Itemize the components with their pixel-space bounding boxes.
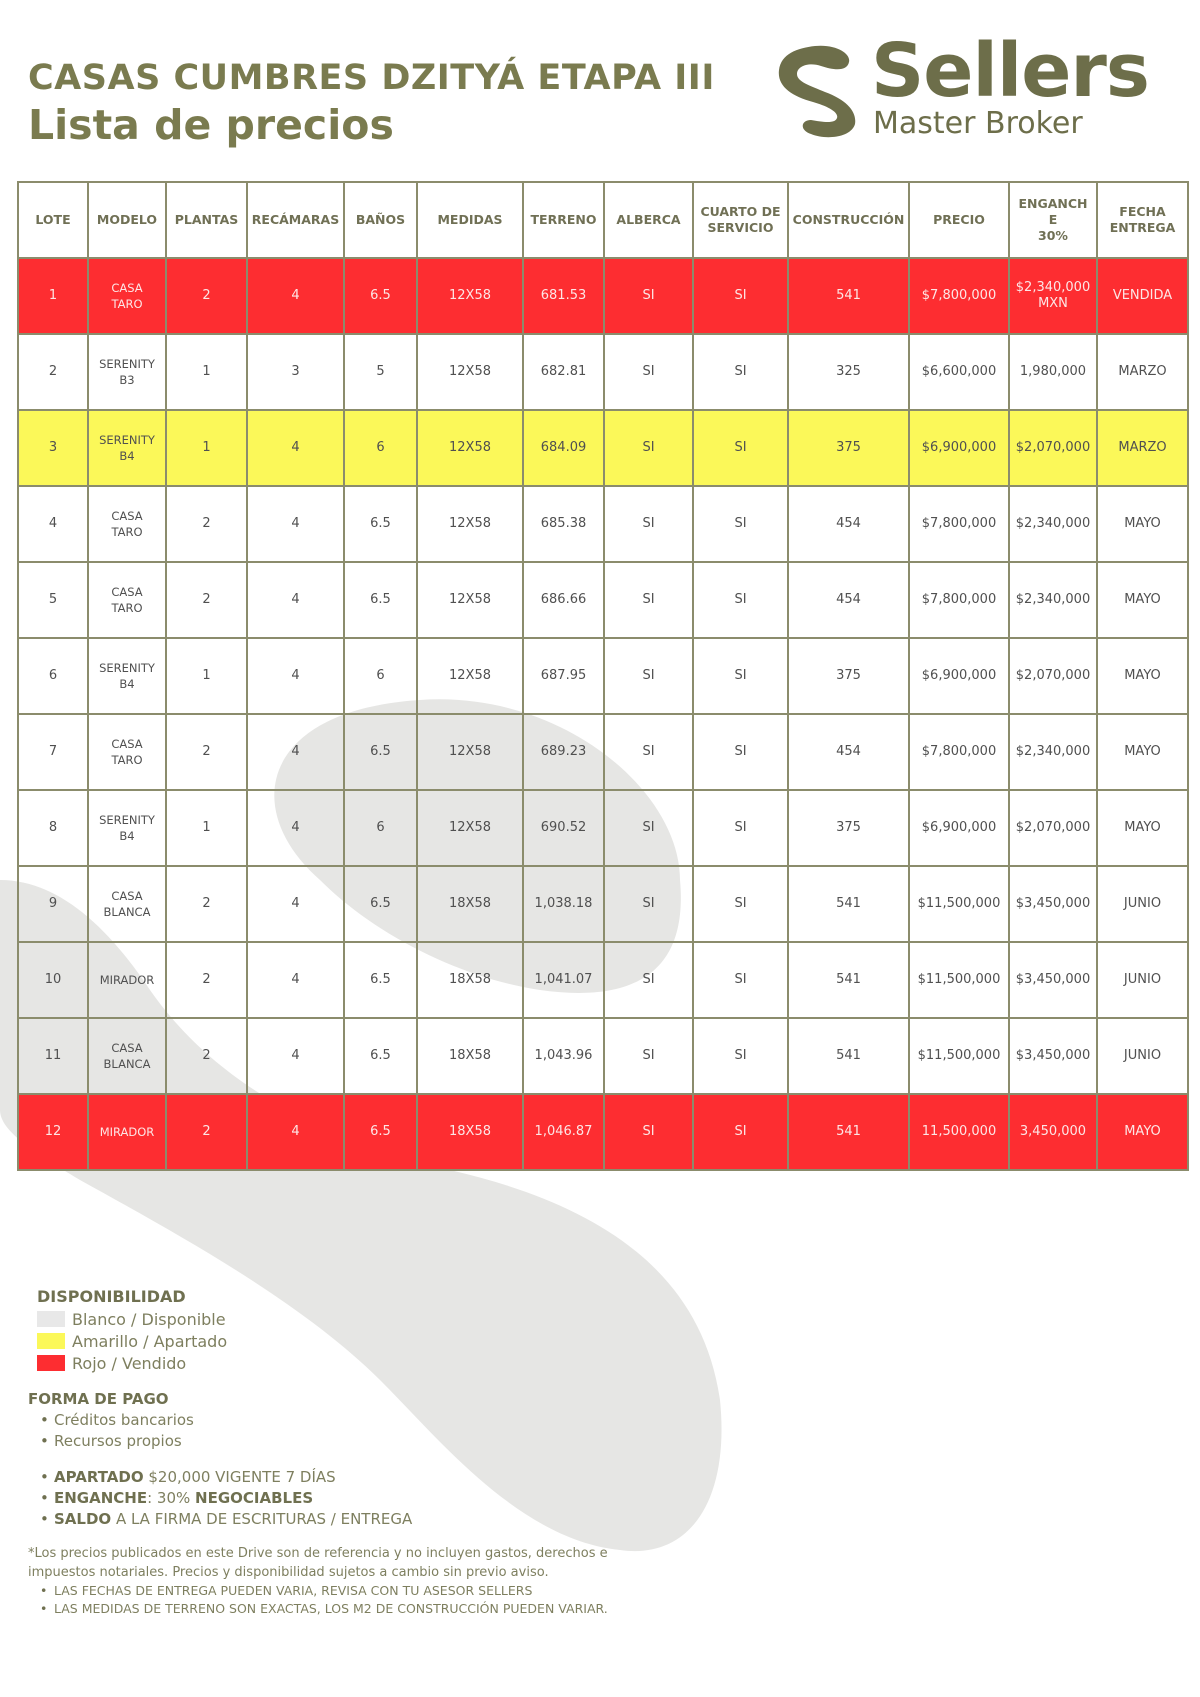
cell-precio: $6,900,000: [909, 410, 1009, 486]
column-header-alberca: ALBERCA: [604, 182, 693, 258]
cell-modelo: CASA TARO: [88, 562, 166, 638]
cell-lote: 1: [18, 258, 88, 334]
column-header-fecha-entrega: FECHA ENTREGA: [1097, 182, 1188, 258]
cell-cuarto-servicio: SI: [693, 258, 788, 334]
cell-enganche: $2,070,000: [1009, 790, 1097, 866]
table-row: [18, 486, 1188, 562]
cell-terreno: 1,046.87: [523, 1094, 604, 1170]
cell-modelo: CASA TARO: [88, 714, 166, 790]
cell-construccion: 454: [788, 562, 909, 638]
cell-cuarto-servicio: SI: [693, 334, 788, 410]
cell-alberca: SI: [604, 258, 693, 334]
cell-enganche: $2,070,000: [1009, 410, 1097, 486]
legend-swatch-yellow: [37, 1333, 65, 1349]
cell-precio: $7,800,000: [909, 258, 1009, 334]
cell-construccion: 325: [788, 334, 909, 410]
cell-alberca: SI: [604, 410, 693, 486]
cell-recamaras: 4: [247, 790, 344, 866]
cell-modelo: SERENITY B4: [88, 790, 166, 866]
cell-recamaras: 4: [247, 942, 344, 1018]
column-header-plantas: PLANTAS: [166, 182, 247, 258]
column-header-banos: BAÑOS: [344, 182, 417, 258]
cell-fecha-entrega: MAYO: [1097, 790, 1188, 866]
cell-enganche: $2,340,000: [1009, 714, 1097, 790]
column-header-construccion: CONSTRUCCIÓN: [788, 182, 909, 258]
cell-cuarto-servicio: SI: [693, 562, 788, 638]
cell-plantas: 2: [166, 942, 247, 1018]
note-item: • LAS FECHAS DE ENTREGA PUEDEN VARIA, REVISA CON TU ASESOR SELLERS: [54, 1582, 728, 1600]
cell-fecha-entrega: MAYO: [1097, 1094, 1188, 1170]
cell-construccion: 541: [788, 866, 909, 942]
cell-plantas: 1: [166, 638, 247, 714]
table-row: [18, 258, 1188, 334]
cell-medidas: 18X58: [417, 866, 523, 942]
cell-plantas: 2: [166, 866, 247, 942]
cell-banos: 6: [344, 638, 417, 714]
cell-construccion: 375: [788, 638, 909, 714]
table-row: [18, 638, 1188, 714]
cell-plantas: 1: [166, 790, 247, 866]
title-block: [28, 58, 715, 150]
saldo-term: • SALDO A LA FIRMA DE ESCRITURAS / ENTREGA: [54, 1509, 728, 1530]
cell-recamaras: 4: [247, 714, 344, 790]
sellers-logo: [775, 28, 1175, 148]
cell-medidas: 12X58: [417, 790, 523, 866]
cell-enganche: 3,450,000: [1009, 1094, 1097, 1170]
cell-fecha-entrega: JUNIO: [1097, 866, 1188, 942]
cell-precio: $7,800,000: [909, 562, 1009, 638]
table-row: [18, 334, 1188, 410]
column-header-lote: LOTE: [18, 182, 88, 258]
price-table: [17, 181, 1189, 1171]
cell-modelo: MIRADOR: [88, 942, 166, 1018]
cell-medidas: 12X58: [417, 562, 523, 638]
cell-terreno: 1,041.07: [523, 942, 604, 1018]
cell-recamaras: 4: [247, 866, 344, 942]
cell-cuarto-servicio: SI: [693, 638, 788, 714]
legend-label: Rojo / Vendido: [72, 1353, 187, 1373]
cell-precio: $7,800,000: [909, 486, 1009, 562]
cell-precio: 11,500,000: [909, 1094, 1009, 1170]
cell-terreno: 689.23: [523, 714, 604, 790]
cell-cuarto-servicio: SI: [693, 1018, 788, 1094]
cell-modelo: CASA BLANCA: [88, 866, 166, 942]
cell-alberca: SI: [604, 790, 693, 866]
payment-title: FORMA DE PAGO: [28, 1390, 169, 1408]
table-row: [18, 562, 1188, 638]
cell-cuarto-servicio: SI: [693, 942, 788, 1018]
table-row: [18, 942, 1188, 1018]
availability-legend: [37, 1286, 227, 1374]
notes-list: [28, 1582, 728, 1618]
cell-banos: 6.5: [344, 714, 417, 790]
enganche-term: • ENGANCHE: 30% NEGOCIABLES: [54, 1488, 728, 1509]
cell-medidas: 18X58: [417, 1094, 523, 1170]
legend-item-reserved: [37, 1330, 227, 1352]
cell-precio: $6,600,000: [909, 334, 1009, 410]
column-header-recamaras: RECÁMARAS: [247, 182, 344, 258]
cell-banos: 6.5: [344, 258, 417, 334]
column-header-modelo: MODELO: [88, 182, 166, 258]
legend-swatch-white: [37, 1311, 65, 1327]
legend-item-sold: [37, 1352, 227, 1374]
legend-label: Amarillo / Apartado: [72, 1331, 228, 1351]
cell-cuarto-servicio: SI: [693, 790, 788, 866]
cell-medidas: 12X58: [417, 714, 523, 790]
cell-modelo: CASA TARO: [88, 486, 166, 562]
cell-cuarto-servicio: SI: [693, 866, 788, 942]
cell-plantas: 1: [166, 334, 247, 410]
disclaimer-text: *Los precios publicados en este Drive son de referencia y no incluyen gastos, derechos e impuestos notariales. Precios y disponibilidad sujetos a cambio sin previo aviso.: [28, 1546, 608, 1580]
cell-construccion: 541: [788, 1094, 909, 1170]
cell-terreno: 684.09: [523, 410, 604, 486]
cell-fecha-entrega: MARZO: [1097, 334, 1188, 410]
column-header-terreno: TERRENO: [523, 182, 604, 258]
cell-medidas: 12X58: [417, 258, 523, 334]
apartado-term: • APARTADO $20,000 VIGENTE 7 DÍAS: [54, 1467, 728, 1488]
cell-lote: 3: [18, 410, 88, 486]
cell-alberca: SI: [604, 866, 693, 942]
cell-banos: 6.5: [344, 942, 417, 1018]
cell-fecha-entrega: JUNIO: [1097, 942, 1188, 1018]
cell-lote: 11: [18, 1018, 88, 1094]
table-row: [18, 866, 1188, 942]
cell-alberca: SI: [604, 1018, 693, 1094]
page-subtitle: Lista de precios: [28, 101, 394, 149]
legend-item-available: [37, 1308, 227, 1330]
cell-banos: 6.5: [344, 1018, 417, 1094]
logo-tagline: Master Broker: [873, 106, 1083, 141]
cell-banos: 6.5: [344, 562, 417, 638]
cell-modelo: CASA TARO: [88, 258, 166, 334]
column-header-medidas: MEDIDAS: [417, 182, 523, 258]
payment-methods-list: [28, 1410, 728, 1452]
cell-lote: 5: [18, 562, 88, 638]
cell-lote: 2: [18, 334, 88, 410]
table-body: [18, 258, 1188, 1170]
column-header-precio: PRECIO: [909, 182, 1009, 258]
cell-alberca: SI: [604, 942, 693, 1018]
cell-fecha-entrega: MAYO: [1097, 714, 1188, 790]
payment-method-item: • Recursos propios: [54, 1431, 728, 1452]
cell-lote: 7: [18, 714, 88, 790]
cell-lote: 4: [18, 486, 88, 562]
cell-lote: 9: [18, 866, 88, 942]
cell-fecha-entrega: MARZO: [1097, 410, 1188, 486]
payment-section: [28, 1388, 728, 1618]
cell-medidas: 12X58: [417, 638, 523, 714]
cell-enganche: $3,450,000: [1009, 866, 1097, 942]
page-title: CASAS CUMBRES DZITYÁ ETAPA III: [28, 58, 715, 98]
column-header-cuarto-servicio: CUARTO DE SERVICIO: [693, 182, 788, 258]
table-row: [18, 1094, 1188, 1170]
cell-construccion: 541: [788, 1018, 909, 1094]
cell-banos: 5: [344, 334, 417, 410]
cell-medidas: 18X58: [417, 1018, 523, 1094]
cell-precio: $7,800,000: [909, 714, 1009, 790]
cell-fecha-entrega: MAYO: [1097, 486, 1188, 562]
table-row: [18, 714, 1188, 790]
table-row: [18, 790, 1188, 866]
cell-terreno: 686.66: [523, 562, 604, 638]
cell-terreno: 682.81: [523, 334, 604, 410]
cell-recamaras: 4: [247, 1018, 344, 1094]
cell-terreno: 1,043.96: [523, 1018, 604, 1094]
cell-cuarto-servicio: SI: [693, 486, 788, 562]
cell-plantas: 1: [166, 410, 247, 486]
cell-alberca: SI: [604, 714, 693, 790]
cell-cuarto-servicio: SI: [693, 714, 788, 790]
cell-construccion: 541: [788, 258, 909, 334]
table-header-row: [18, 182, 1188, 258]
cell-recamaras: 4: [247, 486, 344, 562]
cell-banos: 6.5: [344, 486, 417, 562]
cell-enganche: $2,070,000: [1009, 638, 1097, 714]
cell-construccion: 375: [788, 790, 909, 866]
cell-recamaras: 4: [247, 562, 344, 638]
cell-medidas: 12X58: [417, 410, 523, 486]
cell-enganche: 1,980,000: [1009, 334, 1097, 410]
logo-wordmark: Sellers: [871, 28, 1149, 114]
cell-recamaras: 4: [247, 410, 344, 486]
cell-construccion: 454: [788, 486, 909, 562]
cell-fecha-entrega: JUNIO: [1097, 1018, 1188, 1094]
cell-modelo: SERENITY B3: [88, 334, 166, 410]
cell-plantas: 2: [166, 486, 247, 562]
cell-modelo: SERENITY B4: [88, 410, 166, 486]
cell-alberca: SI: [604, 638, 693, 714]
cell-banos: 6.5: [344, 1094, 417, 1170]
sellers-s-mark-icon: [775, 40, 859, 140]
cell-cuarto-servicio: SI: [693, 410, 788, 486]
cell-medidas: 12X58: [417, 486, 523, 562]
cell-precio: $6,900,000: [909, 638, 1009, 714]
cell-terreno: 687.95: [523, 638, 604, 714]
cell-lote: 6: [18, 638, 88, 714]
cell-lote: 12: [18, 1094, 88, 1170]
cell-terreno: 690.52: [523, 790, 604, 866]
cell-terreno: 1,038.18: [523, 866, 604, 942]
cell-alberca: SI: [604, 1094, 693, 1170]
cell-fecha-entrega: MAYO: [1097, 638, 1188, 714]
cell-cuarto-servicio: SI: [693, 1094, 788, 1170]
legend-label: Blanco / Disponible: [72, 1309, 226, 1329]
cell-medidas: 18X58: [417, 942, 523, 1018]
cell-enganche: $2,340,000: [1009, 562, 1097, 638]
column-header-enganche: ENGANCH E 30%: [1009, 182, 1097, 258]
cell-alberca: SI: [604, 486, 693, 562]
cell-banos: 6: [344, 790, 417, 866]
table-row: [18, 1018, 1188, 1094]
cell-modelo: MIRADOR: [88, 1094, 166, 1170]
cell-recamaras: 3: [247, 334, 344, 410]
cell-enganche: $2,340,000: [1009, 486, 1097, 562]
legend-title: DISPONIBILIDAD: [37, 1287, 186, 1306]
cell-plantas: 2: [166, 258, 247, 334]
cell-plantas: 2: [166, 1018, 247, 1094]
cell-enganche: $3,450,000: [1009, 1018, 1097, 1094]
cell-plantas: 2: [166, 562, 247, 638]
cell-construccion: 454: [788, 714, 909, 790]
cell-plantas: 2: [166, 1094, 247, 1170]
cell-plantas: 2: [166, 714, 247, 790]
cell-alberca: SI: [604, 334, 693, 410]
cell-recamaras: 4: [247, 258, 344, 334]
cell-lote: 10: [18, 942, 88, 1018]
cell-medidas: 12X58: [417, 334, 523, 410]
note-item: • LAS MEDIDAS DE TERRENO SON EXACTAS, LOS M2 DE CONSTRUCCIÓN PUEDEN VARIAR.: [54, 1600, 728, 1618]
cell-construccion: 541: [788, 942, 909, 1018]
cell-recamaras: 4: [247, 638, 344, 714]
cell-enganche: $3,450,000: [1009, 942, 1097, 1018]
cell-precio: $11,500,000: [909, 1018, 1009, 1094]
cell-fecha-entrega: MAYO: [1097, 562, 1188, 638]
cell-precio: $6,900,000: [909, 790, 1009, 866]
cell-modelo: CASA BLANCA: [88, 1018, 166, 1094]
cell-terreno: 685.38: [523, 486, 604, 562]
cell-precio: $11,500,000: [909, 942, 1009, 1018]
cell-banos: 6.5: [344, 866, 417, 942]
cell-fecha-entrega: VENDIDA: [1097, 258, 1188, 334]
legend-swatch-red: [37, 1355, 65, 1371]
cell-modelo: SERENITY B4: [88, 638, 166, 714]
cell-lote: 8: [18, 790, 88, 866]
cell-terreno: 681.53: [523, 258, 604, 334]
payment-method-item: • Créditos bancarios: [54, 1410, 728, 1431]
payment-terms-list: [28, 1467, 728, 1530]
cell-construccion: 375: [788, 410, 909, 486]
cell-banos: 6: [344, 410, 417, 486]
cell-alberca: SI: [604, 562, 693, 638]
cell-recamaras: 4: [247, 1094, 344, 1170]
cell-enganche: $2,340,000 MXN: [1009, 258, 1097, 334]
table-row: [18, 410, 1188, 486]
cell-precio: $11,500,000: [909, 866, 1009, 942]
